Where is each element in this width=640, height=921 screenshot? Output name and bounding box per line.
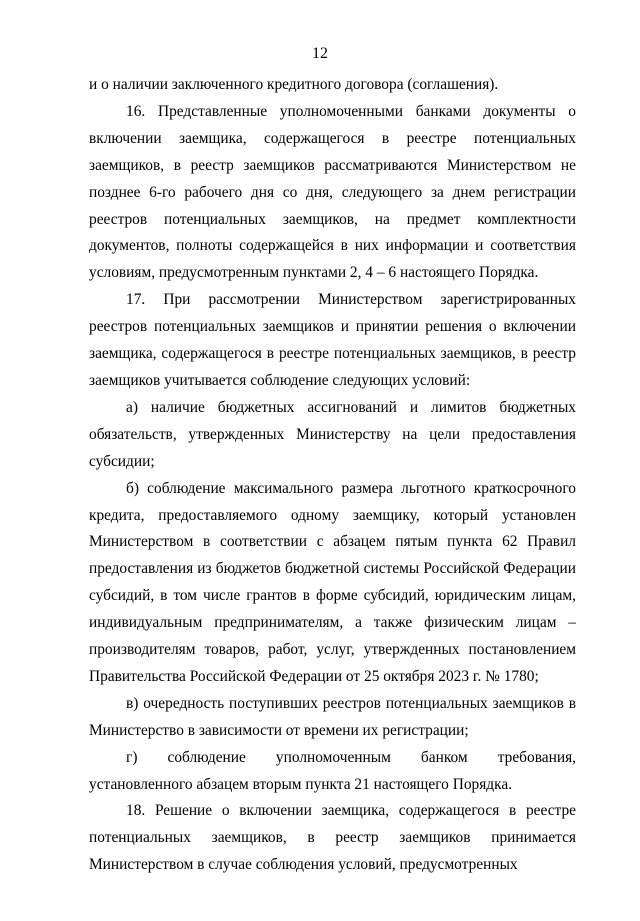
paragraph-18: 18. Решение о включении заемщика, содержащегося в реестре потенциальных заемщиков, в реестр заемщиков принимается Министерством в случае соблюдения условий, предусмотренных (89, 802, 576, 874)
paragraph-17-item-g: г) соблюдение уполномоченным банком требования, установленного абзацем вторым пункта 21 настоящего Порядка. (89, 748, 576, 793)
paragraph-17-item-b: б) соблюдение максимального размера льготного краткосрочного кредита, предоставляемого одному заемщику, который установлен Министерством в соответствии с абзацем пятым пункта 62 Правил предоставления из бюджетов бюджетной системы Российской Федерации субсидий, в том числе грантов в форме субсидий, юридическим лицам, индивидуальным предпринимателям, а также физическим лицам – производителям товаров, работ, услуг, утвержденных постановлением Правительства Российской Федерации от 25 октября 2023 г. № 1780; (89, 479, 576, 685)
paragraph-17-item-v: в) очередность поступивших реестров потенциальных заемщиков в Министерство в зависимости от времени их регистрации; (89, 694, 576, 739)
paragraph-16: 16. Представленные уполномоченными банками документы о включении заемщика, содержащегося в реестре потенциальных заемщиков, в реестр заемщиков рассматриваются Министерством не позднее 6-го рабочего дня со дня, следующего за днем регистрации реестров потенциальных заемщиков, на предмет комплектности документов, полноты содержащейся в них информации и соответствия условиям, предусмотренным пунктами 2, 4 – 6 настоящего Порядка. (89, 102, 576, 282)
paragraph-17-item-a: а) наличие бюджетных ассигнований и лимитов бюджетных обязательств, утвержденных Министерству на цели предоставления субсидии; (89, 398, 576, 470)
document-body (89, 72, 576, 879)
paragraph-continuation: и о наличии заключенного кредитного договора (соглашения). (89, 76, 499, 93)
page-number: 12 (312, 45, 328, 62)
paragraph-17: 17. При рассмотрении Министерством зарегистрированных реестров потенциальных заемщиков и принятии решения о включении заемщика, содержащегося в реестре потенциальных заемщиков, в реестр заемщиков учитывается соблюдение следующих условий: (89, 291, 576, 389)
